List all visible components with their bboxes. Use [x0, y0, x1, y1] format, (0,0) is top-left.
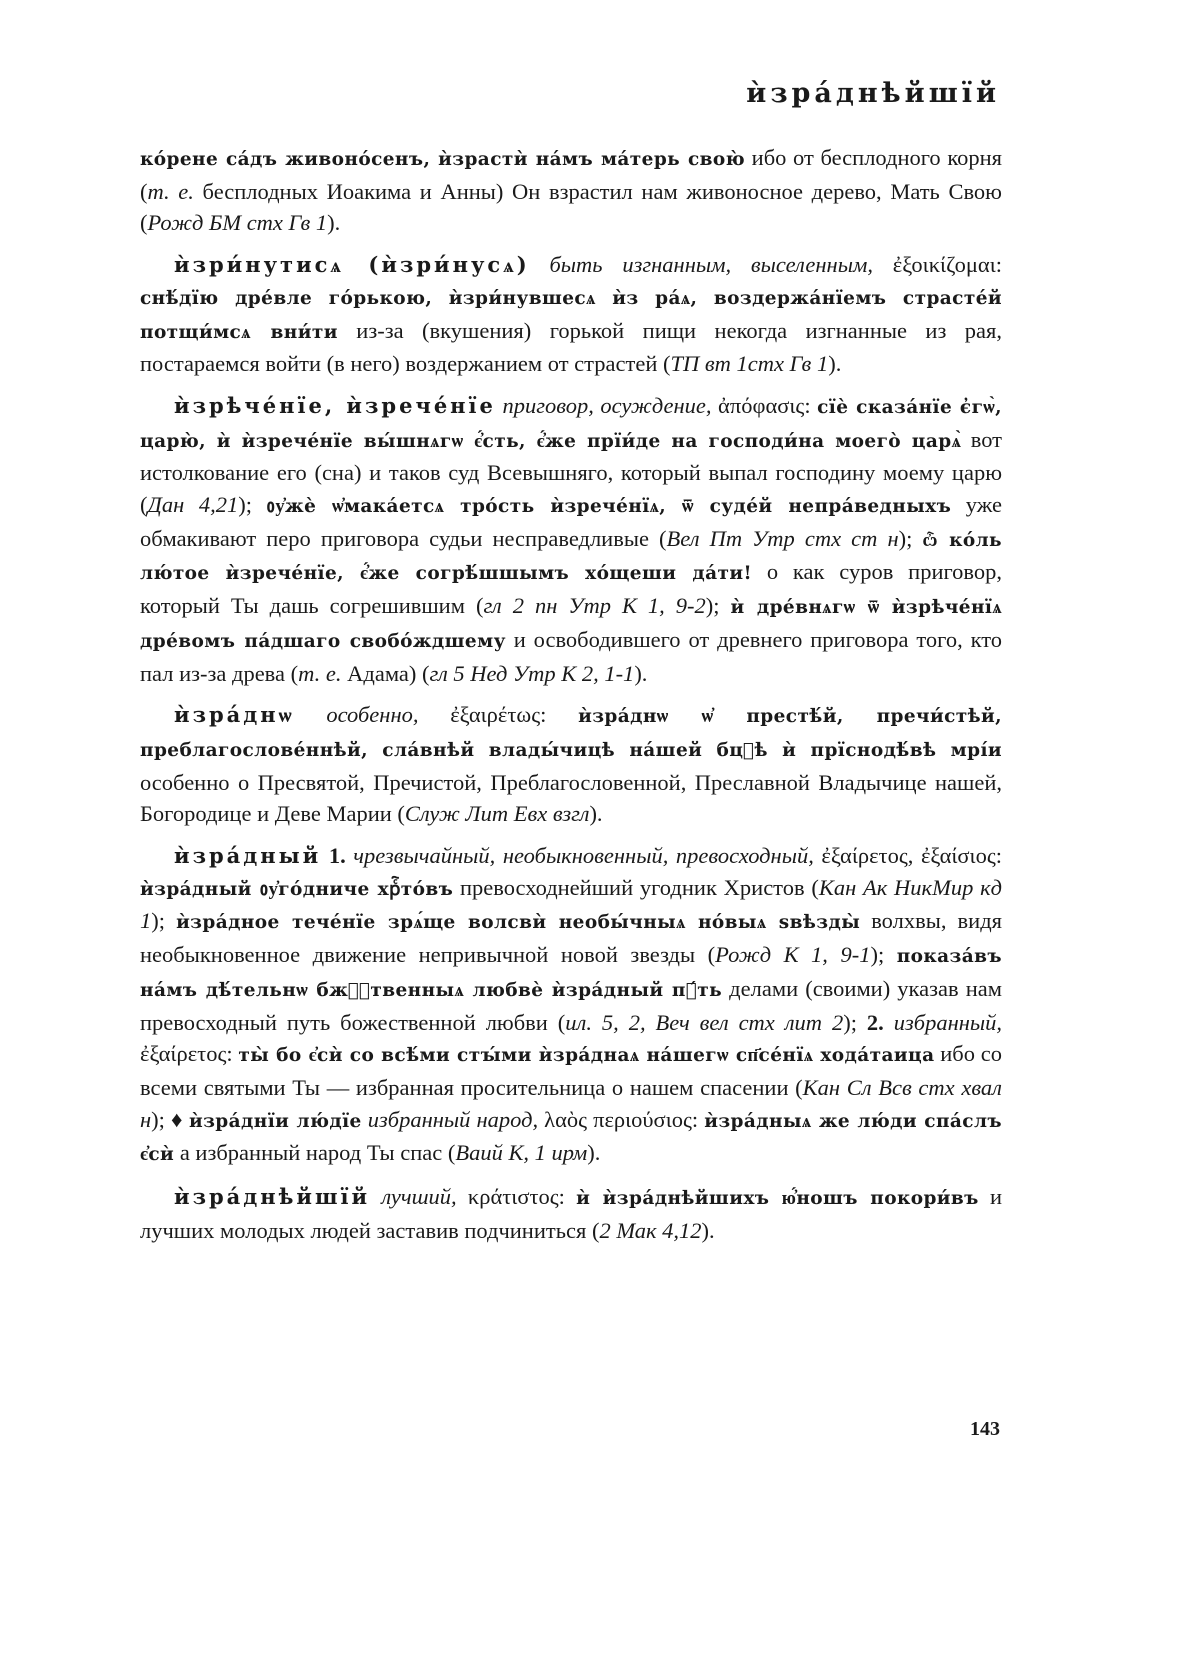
- church-slavonic-quote: ѝзра́дное тече́нїе зрѧ́ще волсвѝ необы́чныѧ но́выѧ ѕвѣзды̀: [176, 912, 861, 934]
- text-run: Адама) (: [341, 660, 430, 686]
- italic-text: лучший,: [381, 1184, 457, 1210]
- text-run: ); ♦: [151, 1106, 189, 1132]
- church-slavonic-quote: ѝ дре́внѧгѡ ѿ ѝзрѣче́нїѧ дре́вомъ па́дшаго свобо́ждшему: [140, 597, 1002, 652]
- entry-2: [140, 390, 1002, 689]
- italic-text: приговор, осуждение,: [502, 392, 712, 418]
- entry-4: [140, 840, 1002, 1171]
- italic-text: особенно,: [326, 702, 419, 728]
- text-run: волхвы, видя необыкновенное движение непривычной новой звезды (: [140, 908, 1002, 968]
- italic-text: Кан Сл Всв стх хвал н: [140, 1074, 1002, 1132]
- text-run: );: [151, 908, 177, 934]
- italic-text: гл 2 пн Утр К 1, 9-2: [483, 593, 706, 619]
- text-run: бесплодных Иоакима и Анны) Он взрастил нам живоносное дерево, Мать Свою (: [140, 178, 1002, 236]
- church-slavonic-quote: показа́въ на́мъ дѣ́тельнѡ бжⷭ҇твенныѧ любвѐ ѝзра́дный пꙋ́ть: [140, 946, 1002, 1001]
- headword: ѝзра́днѡ: [174, 702, 295, 728]
- italic-text: гл 5 Нед Утр К 2, 1-1: [429, 660, 635, 686]
- headword: ѝзра́днѣйшїй: [174, 1184, 371, 1210]
- text-run: превосходнейший угодник Христов (: [453, 874, 819, 900]
- italic-text: Вел Пт Утр стх ст н: [666, 525, 899, 551]
- entry-1: [140, 249, 1002, 380]
- text-run: ἐξαίρετος, ἐξαίσιος:: [813, 843, 1003, 869]
- text-run: );: [238, 492, 267, 518]
- text-run: ἀπόφασις:: [711, 392, 818, 418]
- text-run: ).: [327, 210, 341, 236]
- italic-text: быть изгнанным, выселенным,: [549, 252, 873, 278]
- entry-3: [140, 699, 1002, 830]
- text-run: ).: [587, 1140, 601, 1166]
- text-run: );: [898, 525, 923, 551]
- text-run: ибо от бесплодного корня (: [140, 145, 1002, 204]
- text-run: о как суров приговор, который Ты дашь согрешившим (: [140, 559, 1002, 619]
- bold-number: 1.: [328, 843, 346, 869]
- text-run: и лучших молодых людей заставив подчиниться (: [140, 1184, 1003, 1243]
- church-slavonic-quote: ᲂу҆жѐ ѡ҆мака́етсѧ тро́сть ѝзрече́нїѧ, ѿ суде́й непра́ведныхъ: [266, 496, 952, 518]
- church-slavonic-quote: снѣ́дїю дре́вле го́рькою, ѝзри́нувшесѧ ѝз ра́ѧ, воздержа́нїемъ страсте́й потщи́мсѧ вни́ти: [140, 287, 1002, 343]
- church-slavonic-quote: ѝзра́дныѧ же лю́ди спа́слъ є҆сѝ: [140, 1110, 1003, 1166]
- church-slavonic-quote: ѝзра́дный ᲂу҆го́дниче хрⷭ҇то́въ: [140, 878, 454, 900]
- text-run: ибо со всеми святыми Ты — избранная просительница о нашем спасении (: [140, 1041, 1002, 1100]
- text-run: κράτιστος:: [456, 1184, 577, 1210]
- church-slavonic-quote: ѝ ѝзра́днѣйшихъ ю҆́ношъ покори́въ: [576, 1188, 979, 1210]
- text-run: ).: [589, 801, 603, 827]
- text-run: а избранный народ Ты спас (: [174, 1140, 456, 1166]
- church-slavonic-quote: ѝзра́днѡ ѡ҆ престѣ́й, пречи́стѣй, преблагослове́ннѣй, сла́внѣй влады́чицѣ на́шей бцⷣѣ ѝ прїснодѣ́вѣ мрі́и: [140, 706, 1002, 761]
- text-run: );: [870, 942, 897, 968]
- italic-text: Кан Ак НикМир кд 1: [140, 874, 1003, 934]
- text-run: вот истолкование его (сна) и таков суд Всевышняго, который выпал господину моему царю (: [140, 426, 1002, 518]
- text-run: ἐξοικίζομαι:: [872, 252, 1002, 278]
- entries-column: [140, 142, 1002, 1257]
- text-run: [884, 1010, 894, 1035]
- text-run: из-за (вкушения) горькой пищи некогда изгнанные из рая, постараемся войти (в него) воздержанием от страстей (: [140, 317, 1003, 377]
- text-run: ἐξαίρετος:: [140, 1041, 239, 1067]
- page-number: 143: [970, 1418, 1000, 1440]
- text-run: ).: [701, 1217, 715, 1243]
- text-run: λαὸς περιούσιος:: [538, 1106, 705, 1132]
- text-run: ἐξαιρέτως:: [418, 702, 579, 728]
- church-slavonic-quote: ты̀ бо є҆сѝ со всѣ́ми стꙑ́ми ѝзра́днаѧ на́шегѡ сп҃се́нїѧ хода́таица: [238, 1045, 935, 1067]
- running-head: ѝзра́днѣйшїй: [746, 78, 1000, 109]
- text-run: );: [705, 593, 731, 619]
- text-run: ).: [634, 660, 648, 686]
- text-run: );: [843, 1009, 867, 1035]
- text-run: [321, 843, 329, 868]
- text-run: уже обмакивают перо приговора судьи несправедливые (: [140, 492, 1002, 551]
- text-run: ).: [828, 351, 842, 377]
- church-slavonic-quote: ко́рене са́дъ живоно́сенъ, ѝзрастѝ на́мъ ма́терь свою̀: [140, 149, 746, 170]
- italic-text: Рожд К 1, 9-1: [715, 942, 871, 968]
- italic-text: Рожд БМ стх Гв 1: [147, 210, 328, 236]
- church-slavonic-quote: сїѐ сказа́нїе є̓гѡ̀, царю̀, ѝ ѝзрече́нїе вы́шнѧгѡ є҆́сть, є҆́же прїи́де на господи́на моего̀ царѧ̀: [140, 396, 1002, 452]
- text-run: делами (своими) указав нам превосходный путь божественной любви (: [140, 975, 1002, 1035]
- italic-text: избранный народ,: [367, 1106, 539, 1132]
- italic-text: ТП вт 1стх Гв 1: [670, 351, 829, 377]
- italic-text: Ваий К, 1 ирм: [455, 1140, 588, 1166]
- text-run: [530, 252, 550, 277]
- bold-number: 2.: [866, 1009, 884, 1035]
- headword: ѝзрѣче́нїе, ѝзрече́нїе: [174, 392, 496, 418]
- italic-text: т. е.: [147, 178, 194, 204]
- text-run: особенно о Пресвятой, Пречистой, Преблагословенной, Преславной Владычице нашей, Богородице и Деве Марии (: [140, 769, 1002, 827]
- italic-text: т. е.: [298, 660, 342, 686]
- church-slavonic-quote: ѽ ко́ль лю́тое ѝзрече́нїе, є҆́же согрѣ́шшымъ хо́щеши да́ти!: [140, 529, 1002, 585]
- headword: ѝзри́нутисѧ (ѝзри́нусѧ): [174, 252, 530, 278]
- headword: ѝзра́дный: [174, 843, 322, 869]
- entry-5: [140, 1181, 1002, 1246]
- italic-text: 2 Мак 4,12: [599, 1217, 702, 1243]
- italic-text: Служ Лит Евх взгл: [404, 801, 590, 827]
- italic-text: ил. 5, 2, Веч вел стх лит 2: [565, 1009, 844, 1035]
- text-run: [295, 702, 327, 727]
- entry-0: [140, 142, 1002, 239]
- italic-text: Дан 4,21: [147, 492, 239, 518]
- italic-text: чрезвычайный, необыкновенный, превосходный,: [353, 843, 814, 869]
- italic-text: избранный,: [893, 1009, 1003, 1035]
- text-run: [370, 1184, 381, 1209]
- church-slavonic-quote: ѝзра́днїи лю́дїе: [188, 1110, 362, 1132]
- text-run: и освободившего от древнего приговора того, кто пал из-за древа (: [140, 626, 1002, 686]
